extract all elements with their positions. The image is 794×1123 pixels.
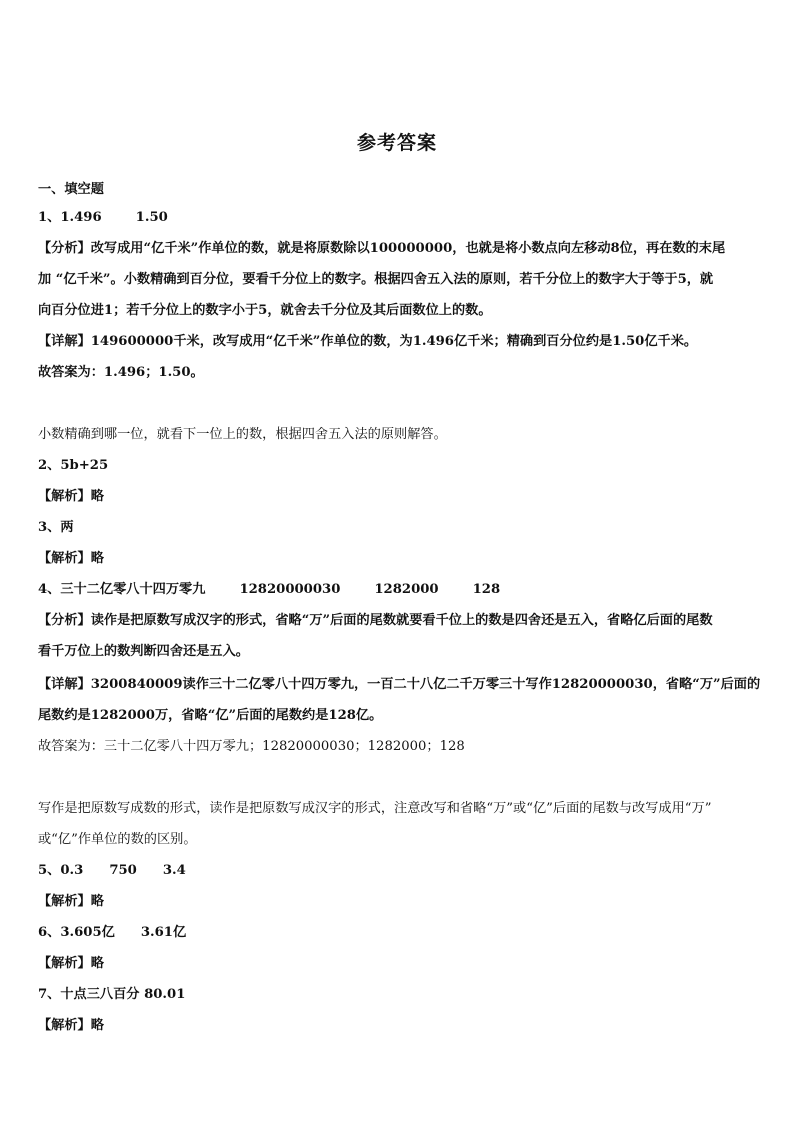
page-title: 参考答案 — [356, 132, 437, 154]
q4-answer-part: 12820000030 — [239, 582, 341, 597]
q6-answer-part: 6、3.605亿 — [38, 925, 115, 940]
q7-analysis: 【解析】略 — [38, 1018, 104, 1033]
q1-detail: 【详解】149600000千米，改写成用“亿千米”作单位的数，为1.496亿千米；精确到百分位约是1.50亿千米。 — [38, 334, 698, 349]
q1-analysis-line: 【分析】改写成用“亿千米”作单位的数，就是将原数除以100000000，也就是将小数点向左移动8位，再在数的末尾 — [38, 241, 726, 256]
q2-analysis: 【解析】略 — [38, 489, 104, 504]
q1-answer — [38, 202, 762, 233]
q1-answer-part: 1、1.496 — [38, 210, 102, 225]
q4-answer — [38, 574, 762, 605]
q1-analysis-line: 加 “亿千米”。小数精确到百分位，要看千分位上的数字。根据四舍五入法的原则，若千分位上的数字大于等于5，就 — [38, 272, 714, 287]
q6-analysis: 【解析】略 — [38, 956, 104, 971]
q1-answer-part: 1.50 — [135, 210, 168, 225]
q4-note-line: 或“亿”作单位的数的区别。 — [38, 832, 197, 847]
q5-answer-part: 5、0.3 — [38, 863, 84, 878]
q6-answer — [38, 917, 762, 948]
q5-answer-part: 3.4 — [162, 863, 186, 878]
q4-analysis-line: 【分析】读作是把原数写成汉字的形式，省略“万”后面的尾数就要看千位上的数是四舍还是五入，省略亿后面的尾数 — [38, 613, 713, 628]
q4-conclusion: 故答案为：三十二亿零八十四万零九；12820000030；1282000；128 — [38, 739, 465, 754]
q5-analysis: 【解析】略 — [38, 894, 104, 909]
q4-answer-part: 1282000 — [374, 582, 439, 597]
section-heading: 一、填空题 — [38, 182, 104, 197]
q3-analysis: 【解析】略 — [38, 551, 104, 566]
q6-answer-part: 3.61亿 — [140, 925, 187, 940]
q2-answer: 2、5b+25 — [38, 458, 109, 473]
q5-answer — [38, 855, 762, 886]
q4-note-line: 写作是把原数写成数的形式，读作是把原数写成汉字的形式，注意改写和省略“万”或“亿”后面的尾数与改写成用“万” — [38, 801, 712, 816]
q5-answer-part: 750 — [109, 863, 137, 878]
q4-answer-part: 128 — [472, 582, 501, 597]
q7-answer: 7、十点三八百分 80.01 — [38, 987, 186, 1002]
q4-analysis-line: 看千万位上的数判断四舍还是五入。 — [38, 644, 249, 659]
q3-answer: 3、两 — [38, 520, 74, 535]
q4-detail-line: 尾数约是1282000万，省略“亿”后面的尾数约是128亿。 — [38, 708, 383, 723]
q4-answer-part: 4、三十二亿零八十四万零九 — [38, 582, 206, 597]
q1-note: 小数精确到哪一位，就看下一位上的数，根据四舍五入法的原则解答。 — [38, 427, 447, 442]
q1-conclusion: 故答案为：1.496；1.50。 — [38, 365, 204, 380]
q4-detail-line: 【详解】3200840009读作三十二亿零八十四万零九，一百二十八亿二千万零三十写作12820000030，省略“万”后面的 — [38, 677, 761, 692]
q1-analysis-line: 向百分位进1；若千分位上的数字小于5，就舍去千分位及其后面数位上的数。 — [38, 303, 492, 318]
